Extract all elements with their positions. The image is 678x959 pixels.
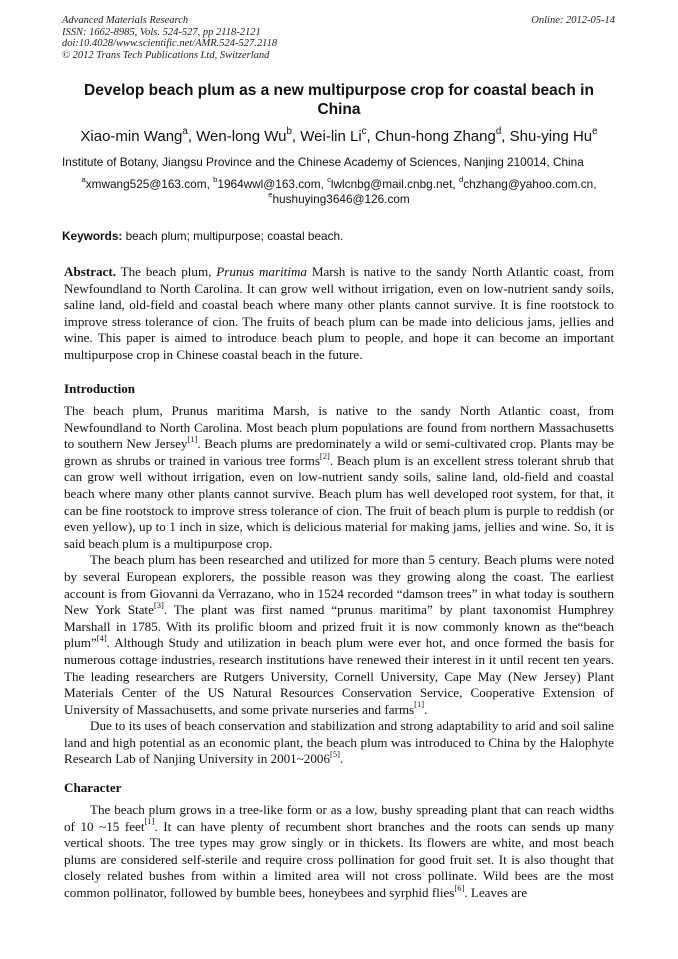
email-sup: e [268, 190, 273, 200]
character-section [64, 802, 614, 902]
journal-header [62, 15, 277, 61]
abstract [64, 264, 614, 364]
paragraph-text: Due to its uses of beach conservation and stabilization and strong adaptability to arid and soil saline land and high potential as an economic plant, the beach plum was introduced to China by the Halophyte Research Lab of Nanjing University in 2001~2006 [64, 718, 614, 767]
paper-title: Develop beach plum as a new multipurpose crop for coastal beach in China [84, 82, 594, 118]
paragraph [64, 552, 614, 718]
paragraph-text: . Although Study and utilization in beach plum were ever hot, and once formed the basis for numerous cottage industries, research institutions have renewed their interest in it until recent ten years. The leading researchers are Rutgers University, Cornell University, Cape May (New Jersey) Plant Materials Center of the US Natural Resources Conservation Service, Cooperative Extension of University of Massachusetts, and some private nurseries and farms [64, 635, 614, 717]
email-address[interactable]: 1964wwl@163.com [217, 177, 321, 191]
abstract-text: The beach plum, [120, 264, 212, 279]
introduction-section [64, 403, 614, 768]
email-sup: b [213, 175, 218, 185]
citation-ref: [1] [144, 816, 155, 827]
issn-line: ISSN: 1662-8985, Vols. 524-527, pp 2118-2121 [62, 26, 261, 38]
paragraph-text: . It can have plenty of recumbent short branches and the roots can sends up many vertical shoots. The tree types may grow singly or in thickets. Its flowers are white, and most beach plums are considered self-sterile and require cross pollination for good fruit set. It is also thought that closely related bushes from within a limited area will not cross pollinate. Wild bees are the most common pollinator, followed by bumble bees, honeybees and syrphid flies [64, 818, 614, 900]
author-sup: b [286, 126, 292, 138]
email-sup: c [327, 175, 331, 185]
paragraph [64, 403, 614, 552]
email-address[interactable]: chzhang@yahoo.com.cn [463, 177, 594, 191]
keywords-text: beach plum; multipurpose; coastal beach. [125, 229, 344, 243]
author-sup: d [495, 126, 502, 138]
citation-ref: [1] [414, 699, 425, 710]
paragraph-text: The beach plum, Prunus maritima Marsh, is native to the sandy North Atlantic coast, from Newfoundland to North Carolina. Most beach plum populations are found from northern Massachusetts to southern New Jersey [64, 403, 614, 452]
email-address[interactable]: lwlcnbg@mail.cnbg.net [330, 177, 453, 191]
doi-line: doi:10.4028/www.scientific.net/AMR.524-527.2118 [62, 38, 278, 49]
citation-ref: [1] [187, 433, 198, 444]
section-heading-introduction: Introduction [64, 381, 136, 396]
paragraph-text: . [339, 751, 344, 767]
paragraph-text: . Beach plums are predominately a wild or semi-cultivated crop. Plants may be grown as shrubs or trained in various tree forms [64, 436, 614, 468]
keywords [62, 229, 616, 244]
email-address[interactable]: xmwang525@163.com [85, 177, 207, 191]
copyright-line: © 2012 Trans Tech Publications Ltd, Switzerland [62, 49, 270, 61]
author-sup: e [592, 126, 598, 138]
email-sup: d [458, 175, 464, 185]
paragraph-text: The beach plum has been researched and utilized for more than 5 century. Beach plums were noted by several European explorers, the possible reason was they growing along the coast. The earliest account is from Giovanni da Verrazano, who in 1524 recorded “damson trees” in what today is southern New York State [64, 552, 614, 618]
keywords-label: Keywords: [62, 229, 123, 243]
journal-name: Advanced Materials Research [62, 15, 189, 26]
section-heading-character: Character [64, 780, 122, 795]
email-list: $^a$xmwang525@163.com, $^b$1964wwl@163.com, $^c$lwlcnbg@mail.cnbg.net, $^d$chzhang@yahoo.com.cn, $^e$hushuying3646@126.com [81, 175, 597, 206]
species-name: Prunus maritima [216, 264, 307, 279]
abstract-text: Marsh is native to the sandy North Atlantic coast, from Newfoundland to North Carolina. It can grow well without irrigation, even on low-nutrient sandy soils, saline land, old-field and coastal beach where many other plants cannot survive. It is fine rootstock to improve stress tolerance of cion. The fruits of beach plum can be made into delicious jams, jellies and wine. This paper is aimed to introduce beach plum to people, and hope it can become an important multipurpose crop in Chinese coastal beach in the future. [64, 264, 615, 362]
citation-ref: [6] [454, 882, 465, 893]
citation-ref: [4] [96, 633, 107, 644]
online-date: Online: 2012-05-14 [531, 15, 615, 26]
paragraph-text: . [424, 701, 428, 717]
paragraph-text: The beach plum grows in a tree-like form or as a low, bushy spreading plant that can reach widths of 10 ~15 feet [64, 802, 614, 834]
citation-ref: [2] [319, 450, 330, 461]
author-name: Shu-ying Hu [509, 128, 593, 145]
paragraph-text: . Leaves are [464, 884, 528, 900]
abstract-label: Abstract. [64, 264, 116, 279]
paragraph-text: . The plant was first named “prunus maritima” by plant taxonomist Humphrey Marshall in 1785. With its prolific bloom and prized fruit it is now commonly known as the“beach plum” [64, 602, 614, 651]
affiliation: Institute of Botany, Jiangsu Province and the Chinese Academy of Sciences, Nanjing 210014, China [62, 155, 584, 169]
author-name: Chun-hong Zhang [374, 128, 496, 145]
paragraph [64, 718, 614, 768]
citation-ref: [5] [330, 749, 340, 760]
author-name: Wen-long Wu [196, 128, 287, 145]
author-sup: c [361, 126, 367, 138]
author-list: Xiao-min Wang$^a$, Wen-long Wu$^b$, Wei-lin Li$^c$, Chun-hong Zhang$^d$, Shu-ying Hu$^e$ [80, 126, 598, 145]
email-address[interactable]: hushuying3646@126.com [272, 192, 410, 206]
paragraph-text: . Beach plum is an excellent stress tolerant shrub that can grow well without irrigation, even on low-nutrient sandy soils, saline land, old-field and coastal beach where many other plants cannot survive. Beach plum has well developed root system, for that, it can be fine rootstock to improve stress tolerance of cion. The fruit of beach plum is purple to reddish (or even yellow), up to 1 inch in size, which is delicious material for making jams, jellies and wine. So, it is said beach plum is a multipurpose crop. [64, 452, 615, 551]
paragraph [64, 802, 614, 902]
author-name: Xiao-min Wang [80, 128, 183, 145]
author-name: Wei-lin Li [300, 128, 362, 145]
author-sup: a [182, 126, 188, 138]
citation-ref: [3] [153, 599, 164, 610]
email-sup: a [81, 175, 86, 185]
